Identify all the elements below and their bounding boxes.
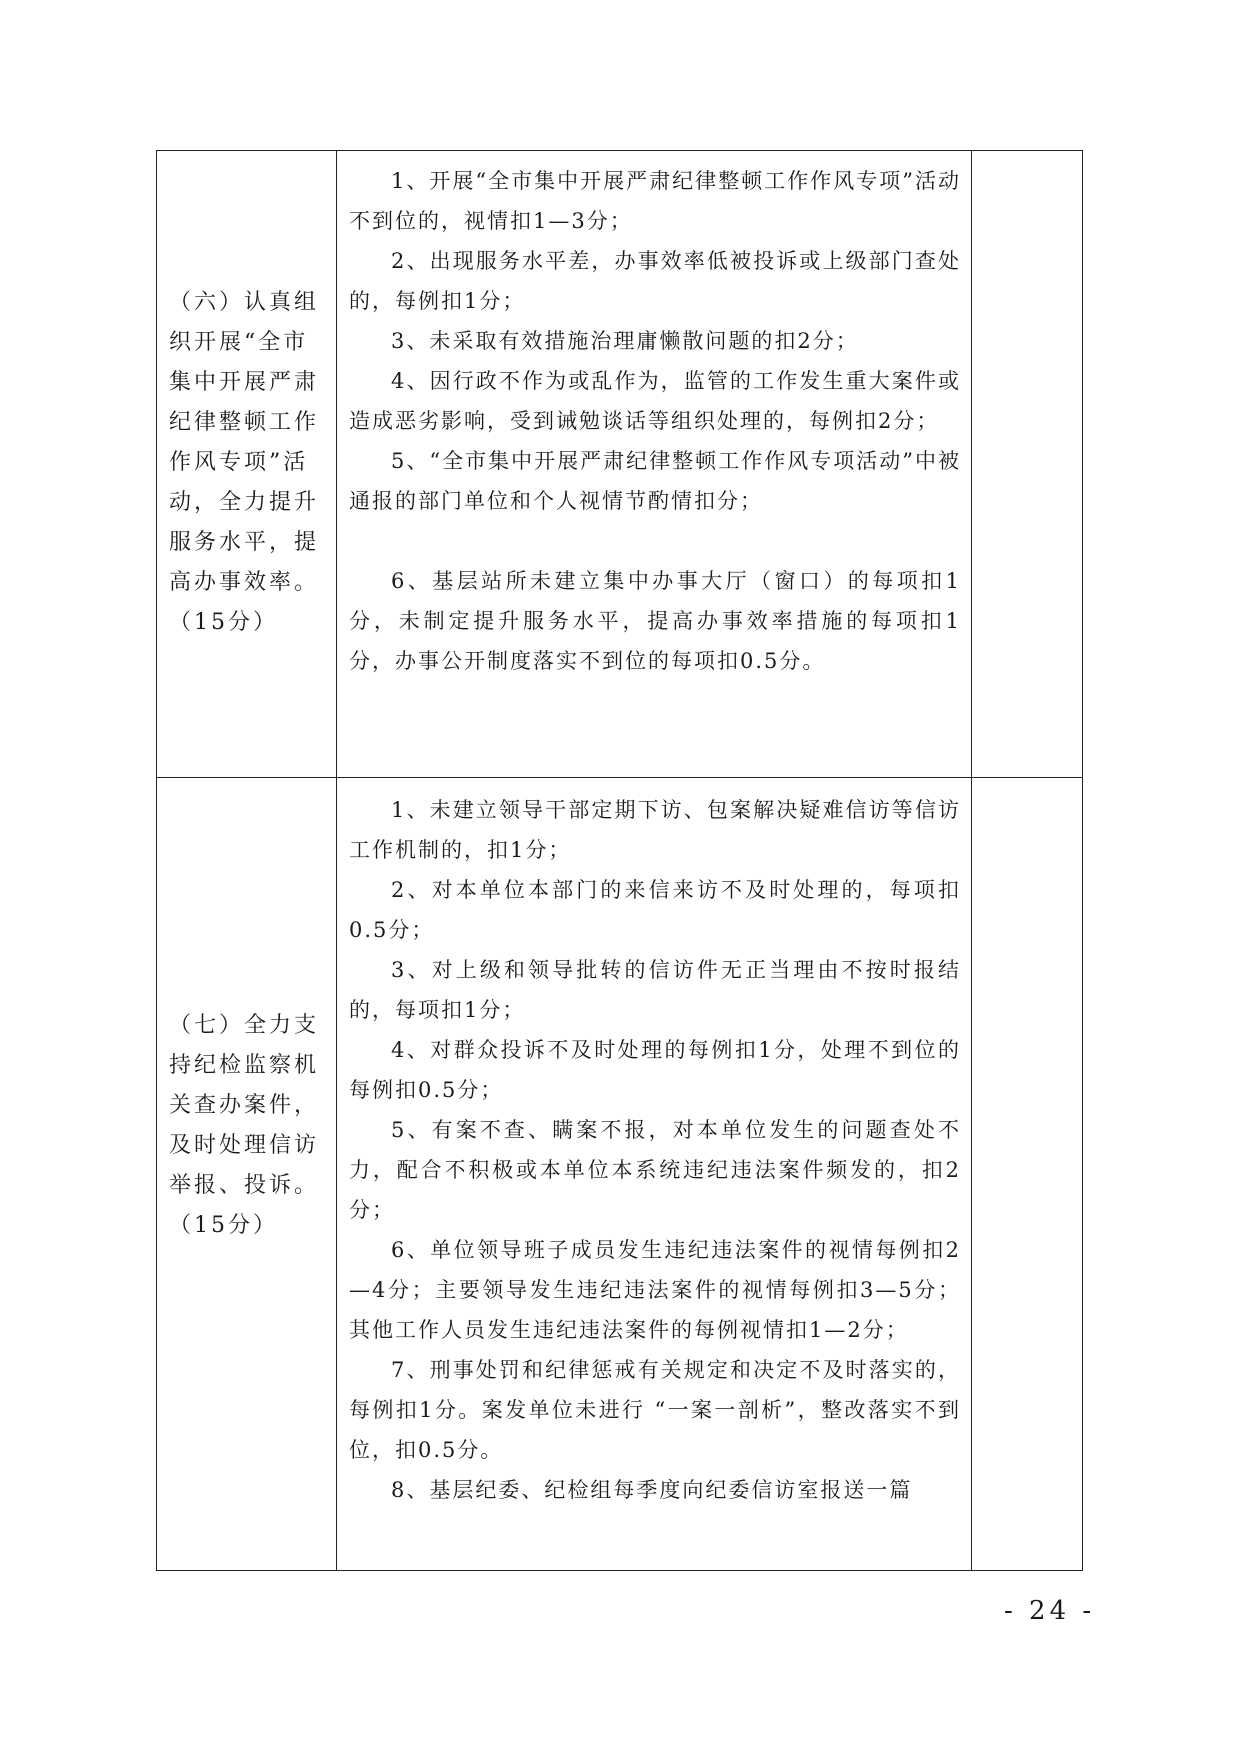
blank-line	[349, 521, 961, 561]
criteria-item: 3、对上级和领导批转的信访件无正当理由不按时报结的，每项扣1分；	[349, 958, 961, 1022]
criteria-item: 2、出现服务水平差，办事效率低被投诉或上级部门查处的，每例扣1分；	[349, 249, 961, 313]
criteria-item: 5、“全市集中开展严肃纪律整顿工作作风专项活动”中被通报的部门单位和个人视情节酌情扣分；	[349, 449, 961, 513]
table-row	[157, 778, 1083, 1571]
criteria-item: 6、单位领导班子成员发生违纪违法案件的视情每例扣2—4分；主要领导发生违纪违法案件的视情每例扣3—5分；其他工作人员发生违纪违法案件的每例视情扣1—2分；	[349, 1238, 961, 1342]
category-cell	[157, 151, 337, 778]
criteria-list	[337, 151, 971, 681]
category-text: （六）认真组织开展“全市集中开展严肃纪律整顿工作作风专项”活动，全力提升服务水平，提高办事效率。（15分）	[169, 290, 320, 635]
score-cell	[972, 778, 1083, 1571]
criteria-cell	[337, 151, 972, 778]
criteria-cell	[337, 778, 972, 1571]
criteria-item: 4、对群众投诉不及时处理的每例扣1分，处理不到位的每例扣0.5分；	[349, 1038, 961, 1102]
criteria-item: 5、有案不查、瞒案不报，对本单位发生的问题查处不力，配合不积极或本单位本系统违纪违法案件频发的，扣2分；	[349, 1118, 961, 1222]
criteria-item: 1、未建立领导干部定期下访、包案解决疑难信访等信访工作机制的，扣1分；	[349, 798, 961, 862]
category-cell	[157, 778, 337, 1571]
criteria-item: 4、因行政不作为或乱作为，监管的工作发生重大案件或造成恶劣影响，受到诫勉谈话等组织处理的，每例扣2分；	[349, 369, 961, 433]
criteria-item: 1、开展“全市集中开展严肃纪律整顿工作作风专项”活动不到位的，视情扣1—3分；	[349, 169, 961, 233]
assessment-table	[156, 150, 1083, 1571]
criteria-item: 6、基层站所未建立集中办事大厅（窗口）的每项扣1分，未制定提升服务水平，提高办事效率措施的每项扣1分，办事公开制度落实不到位的每项扣0.5分。	[349, 569, 961, 673]
criteria-list	[337, 778, 971, 1510]
criteria-item: 3、未采取有效措施治理庸懒散问题的扣2分；	[391, 329, 859, 353]
category-text: （七）全力支持纪检监察机关查办案件，及时处理信访举报、投诉。（15分）	[169, 1013, 320, 1238]
page-number: - 24 -	[1004, 1596, 1096, 1626]
criteria-item: 7、刑事处罚和纪律惩戒有关规定和决定不及时落实的，每例扣1分。案发单位未进行 “一案一剖析”，整改落实不到位，扣0.5分。	[349, 1358, 961, 1462]
score-cell	[972, 151, 1083, 778]
table-row	[157, 151, 1083, 778]
criteria-item: 2、对本单位本部门的来信来访不及时处理的，每项扣0.5分；	[349, 878, 961, 942]
criteria-item: 8、基层纪委、纪检组每季度向纪委信访室报送一篇	[391, 1478, 913, 1502]
